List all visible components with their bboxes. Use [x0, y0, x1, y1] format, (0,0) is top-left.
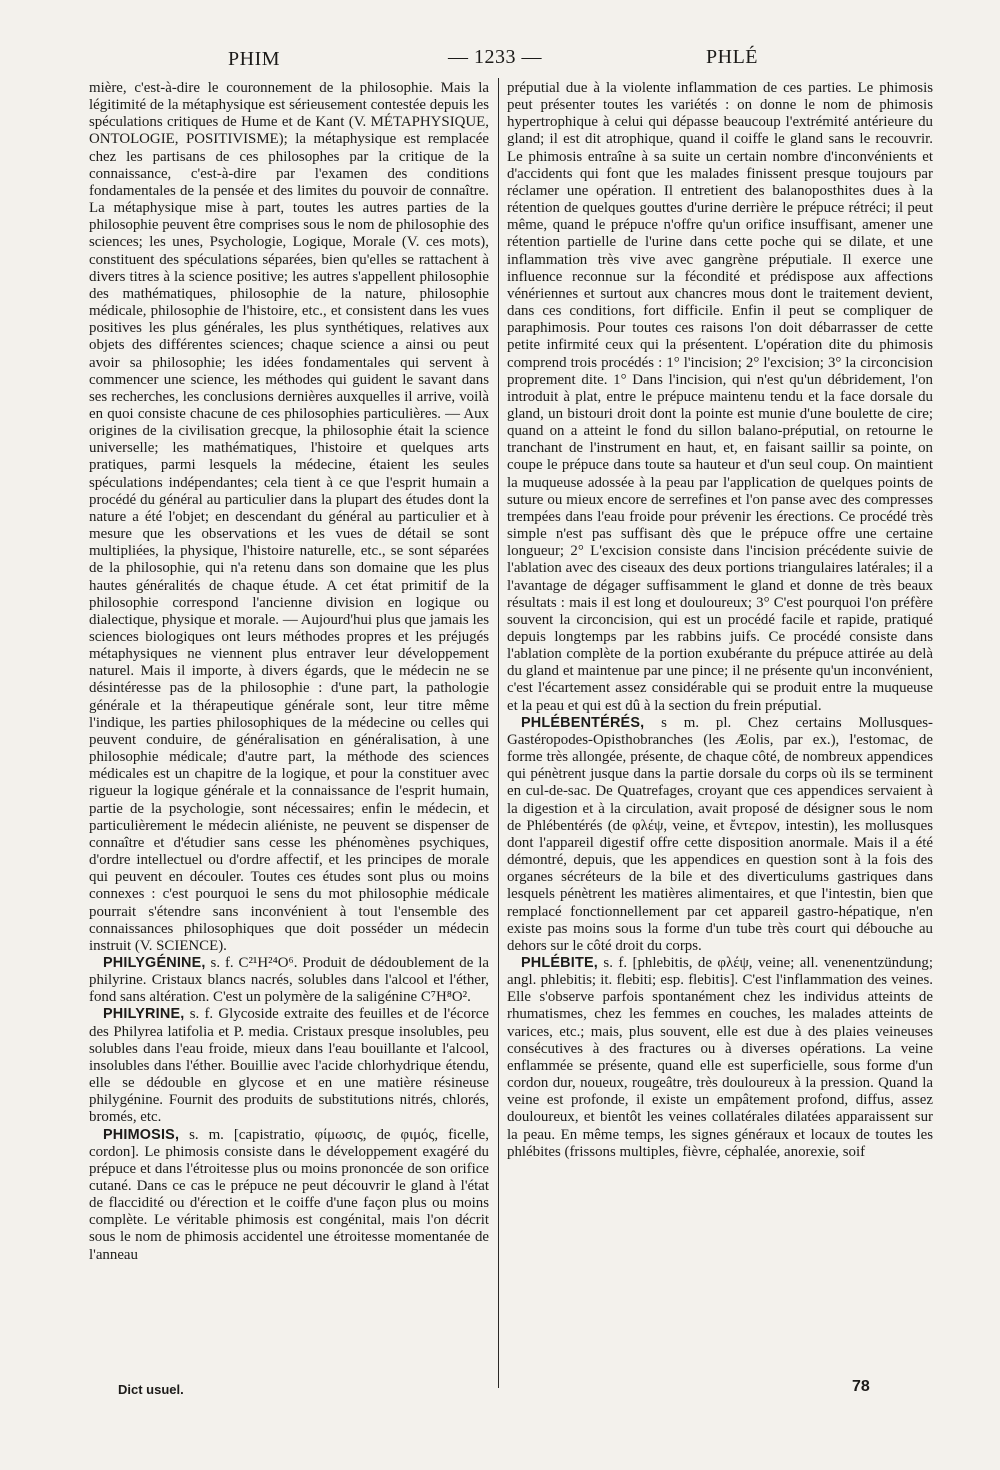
headword-philyrine: PHILYRINE,: [103, 1006, 185, 1023]
footer-signature: Dict usuel.: [118, 1382, 184, 1397]
running-header: [0, 42, 1000, 72]
column-divider: [498, 78, 499, 1388]
header-left-guide-word: PHIM: [228, 48, 281, 70]
header-page-number: — 1233 —: [448, 46, 542, 68]
footer-sheet-number: 78: [852, 1378, 870, 1395]
entry-phimosis: [89, 1127, 489, 1264]
definition-phimosis: s. m. [capistratio, φίμωσις, de φιμός, ficelle, cordon]. Le phimosis consiste dans le développement exagéré du prépuce et dans l'étroitesse plus ou moins prononcée de son orifice cutané. Dans ce cas le prépuce ne peut découvrir le gland à l'état de flaccidité ou d'érection et le coiffe d'une façon plus ou moins complète. Le véritable phimosis est congénital, mais l'on décrit sous le nom de phimosis accidentel une étroitesse momentanée de l'anneau: [89, 1126, 489, 1263]
left-column: [89, 80, 489, 1264]
phimosis-continuation: préputial due à la violente inflammation de ces parties. Le phimosis peut présenter toutes les variétés : on donne le nom de phimosis hypertrophique à celui qui dépasse beaucoup l'extrémité antérieure du gland; il est dit atrophique, quand il coiffe le gland sans le recouvrir. Le phimosis entraîne à sa suite un certain nombre d'inconvénients et d'accidents qui font que les malades finissent presque toujours par réclamer une opération. Il entretient des balanoposthites dues à la rétention de quelques gouttes d'urine derrière le prépuce rétréci; il peut même, quand le prépuce n'offre qu'un orifice insuffisant, amener une rétention partielle de l'urine dans cette poche qui se dilate, et une inflammation très vive avec gangrène préputiale. Il exerce une influence reconnue sur la fécondité et prédispose aux affections vénériennes et surtout aux chancres mous dont le traitement devient, dans ces conditions, fort difficile. Enfin il peut se compliquer de paraphimosis. Pour toutes ces raisons l'on doit débarrasser de cette petite infirmité ceux qui la présentent. L'opération dite du phimosis comprend trois procédés : 1° l'incision; 2° l'excision; 3° la circoncision proprement dite. 1° Dans l'incision, qui n'est qu'un débridement, l'on introduit à plat, entre le prépuce maintenu tendu et la face dorsale du gland, un bistouri droit dont la pointe est munie d'une boulette de cire; quand on a atteint le fond du sillon balano-préputial, on retourne le tranchant de l'instrument en haut, et, en faisant saillir sa pointe, on coupe le prépuce dans toute sa hauteur et d'un seul coup. On maintient la muqueuse adossée à la peau par l'application de quelques points de suture ou mieux encore de serrefines et l'on panse avec des compresses trempées dans l'eau froide pour prévenir les érections. Ce procédé très simple n'est pas suffisant dès que le prépuce offre une certaine longueur; 2° L'excision consiste dans l'incision précédente suivie de l'ablation avec des ciseaux des deux portions triangulaires latérales; il a l'avantage de dégager suffisamment le gland et donne de très beaux résultats : mais il est long et douloureux; 3° C'est pourquoi l'on préfère souvent la circoncision, qui est un procédé facile et rapide, pratiqué depuis longtemps par les rabbins juifs. Ce procédé consiste dans l'ablation complète de la portion exubérante du prépuce attirée au delà du gland et maintenue par une pince; il ne présente qu'un inconvénient, c'est l'écartement assez considérable qui se produit entre la muqueuse et la peau et qui est dû à la section du frein préputial.: [507, 80, 933, 714]
header-right-guide-word: PHLÉ: [706, 46, 758, 68]
entry-phlebite: [507, 955, 933, 1161]
definition-philygenine: s. f. C²¹H²⁴O⁶. Produit de dédoublement de la philyrine. Cristaux blancs nacrés, solubles dans l'alcool et l'éther, fond sans altération. C'est un polymère de la saligénine C⁷H⁸O².: [89, 954, 489, 1006]
philosophie-continuation: mière, c'est-à-dire le couronnement de la philosophie. Mais la légitimité de la métaphysique est sérieusement contestée depuis les spéculations critiques de Hume et de Kant (V. MÉTAPHYSIQUE, ONTOLOGIE, POSITIVISME); la métaphysique est remplacée chez les partisans de ces philosophes par la critique de la connaissance, c'est-à-dire par l'examen des conditions fondamentales de la pensée et des limites du pouvoir de connaître. La métaphysique mise à part, toutes les autres parties de la philosophie peuvent être comprises sous le nom de philosophie des sciences; les unes, Psychologie, Logique, Morale (V. ces mots), constituent des spéculations séparées, bien qu'elles se rattachent à divers titres à la science positive; les autres s'appellent philosophie des mathématiques, philosophie de la nature, philosophie médicale, philosophie de l'histoire, etc., et consistent dans les vues positives les plus générales, les plus synthétiques, relatives aux objets des différentes sciences; chaque science a ainsi ou peut avoir sa philosophie; les idées fondamentales qui servent à commencer une science, les méthodes qui guident le savant dans ses recherches, les conclusions dernières auxquelles il arrive, voilà en quoi consiste chacune de ces philosophies particulières. — Aux origines de la civilisation grecque, la philosophie était la science universelle; les mathématiques, l'histoire et quelques arts pratiques, parmi lesquels la médecine, étaient les seules spéculations indépendantes; cela tient à ce que l'esprit humain a procédé du général au particulier dans la plupart des études dont la nature a été l'objet; en descendant du général au particulier et à mesure que les observations et les vues de détail se sont multipliées, la physique, l'histoire naturelle, etc., se sont séparées de la philosophie, qui n'a retenu dans son domaine que les plus hautes généralités de chaque étude. A cet état primitif de la philosophie correspond l'ancienne division en logique ou dialectique, physique et morale. — Aujourd'hui plus que jamais les sciences biologiques ont leurs méthodes propres et les préjugés métaphysiques ne viennent plus entraver leur développement naturel. Mais il importe, à divers égards, que le médecin ne se désintéresse pas de la philosophie : d'une part, la pathologie générale et la thérapeutique générale sont, leur titre même l'indique, les parties philosophiques de la médecine ou celles qui peuvent conduire, de généralisation en généralisation, à une philosophie médicale; d'autre part, la méthode des sciences médicales est un chapitre de la logique, et pour la constituer avec rigueur la logique générale et la connaissance de l'esprit humain, partie de la psychologie, sont nécessaires; enfin le médecin, et particulièrement le médecin aliéniste, ne peuvent se dispenser de connaître et d'étudier sans cesse les phénomènes psychiques, d'ordre intellectuel ou d'ordre affectif, et les principes de morale qui peuvent en découler. Toutes ces études sont plus ou moins connexes : c'est pourquoi le sens du mot philosophie médicale pourrait s'étendre sans inconvénient à tout l'ensemble des connaissances philosophiques que doit posséder un médecin instruit (V. SCIENCE).: [89, 80, 489, 954]
definition-phlebite: s. f. [phlebitis, de φλέψ, veine; all. venenentzündung; angl. phlebitis; it. flebiti; esp. flebitis]. C'est l'inflammation des veines. Elle s'observe parfois spontanément chez les individus atteints de rhumatismes, chez les femmes en couches, les malades atteints de varices, etc.; mais, plus souvent, elle est due à des plaies veineuses consécutives à des fractures ou à diverses opérations. La veine enflammée se présente, quand elle est superficielle, sous forme d'un cordon dur, noueux, rougeâtre, très douloureux à la pression. Quand la veine est profonde, il existe un empâtement profond, diffus, assez douloureux, et bientôt les veines collatérales dilatées apparaissent sur la peau. En même temps, les signes généraux et locaux de toutes les phlébites (frissons multiples, fièvre, céphalée, anorexie, soif: [507, 954, 933, 1160]
definition-phlebenteres: s m. pl. Chez certains Mollusques-Gastéropodes-Opisthobranches (les Æolis, par ex.), l'estomac, de forme très allongée, présente, de chaque côté, de nombreux appendices qui pénètrent jusque dans la partie dorsale du corps où ils se terminent en cul-de-sac. De Quatrefages, croyant que ces appendices servaient à la digestion et à la circulation, avait proposé de désigner sous le nom de Phlébentérés (de φλέψ, veine, et ἔντερον, intestin), les mollusques dont l'appareil digestif offre cette disposition anormale. Mais il a été démontré, depuis, que les appendices en question sont à la fois des organes sécréteurs de la bile et des diverticulums gastriques dans lesquels pénètrent les matières alimentaires, et que l'intestin, bien que remplacé fonctionnellement par cet appareil gastro-hépatique, n'en existe pas moins sous la forme d'un tube très court qui débouche au dehors sur le côté droit du corps.: [507, 714, 933, 954]
entry-philygenine: [89, 955, 489, 1006]
entry-philyrine: [89, 1006, 489, 1126]
entry-phlebenteres: [507, 715, 933, 955]
headword-philygenine: PHILYGÉNINE,: [103, 954, 206, 971]
headword-phimosis: PHIMOSIS,: [103, 1126, 180, 1143]
definition-philyrine: s. f. Glycoside extraite des feuilles et de l'écorce des Philyrea latifolia et P. media. Cristaux presque insolubles, peu solubles dans l'eau froide, mieux dans l'eau bouillante et l'alcool, insolubles dans l'éther. Bouillie avec l'acide chlorhydrique étendu, elle se dédouble en glycose et en une matière résineuse philygénine. Fournit des produits de substitutions nitrés, chlorés, bromés, etc.: [89, 1006, 489, 1126]
headword-phlebenteres: PHLÉBENTÉRÉS,: [521, 714, 645, 731]
headword-phlebite: PHLÉBITE,: [521, 954, 598, 971]
right-column: [507, 80, 933, 1161]
